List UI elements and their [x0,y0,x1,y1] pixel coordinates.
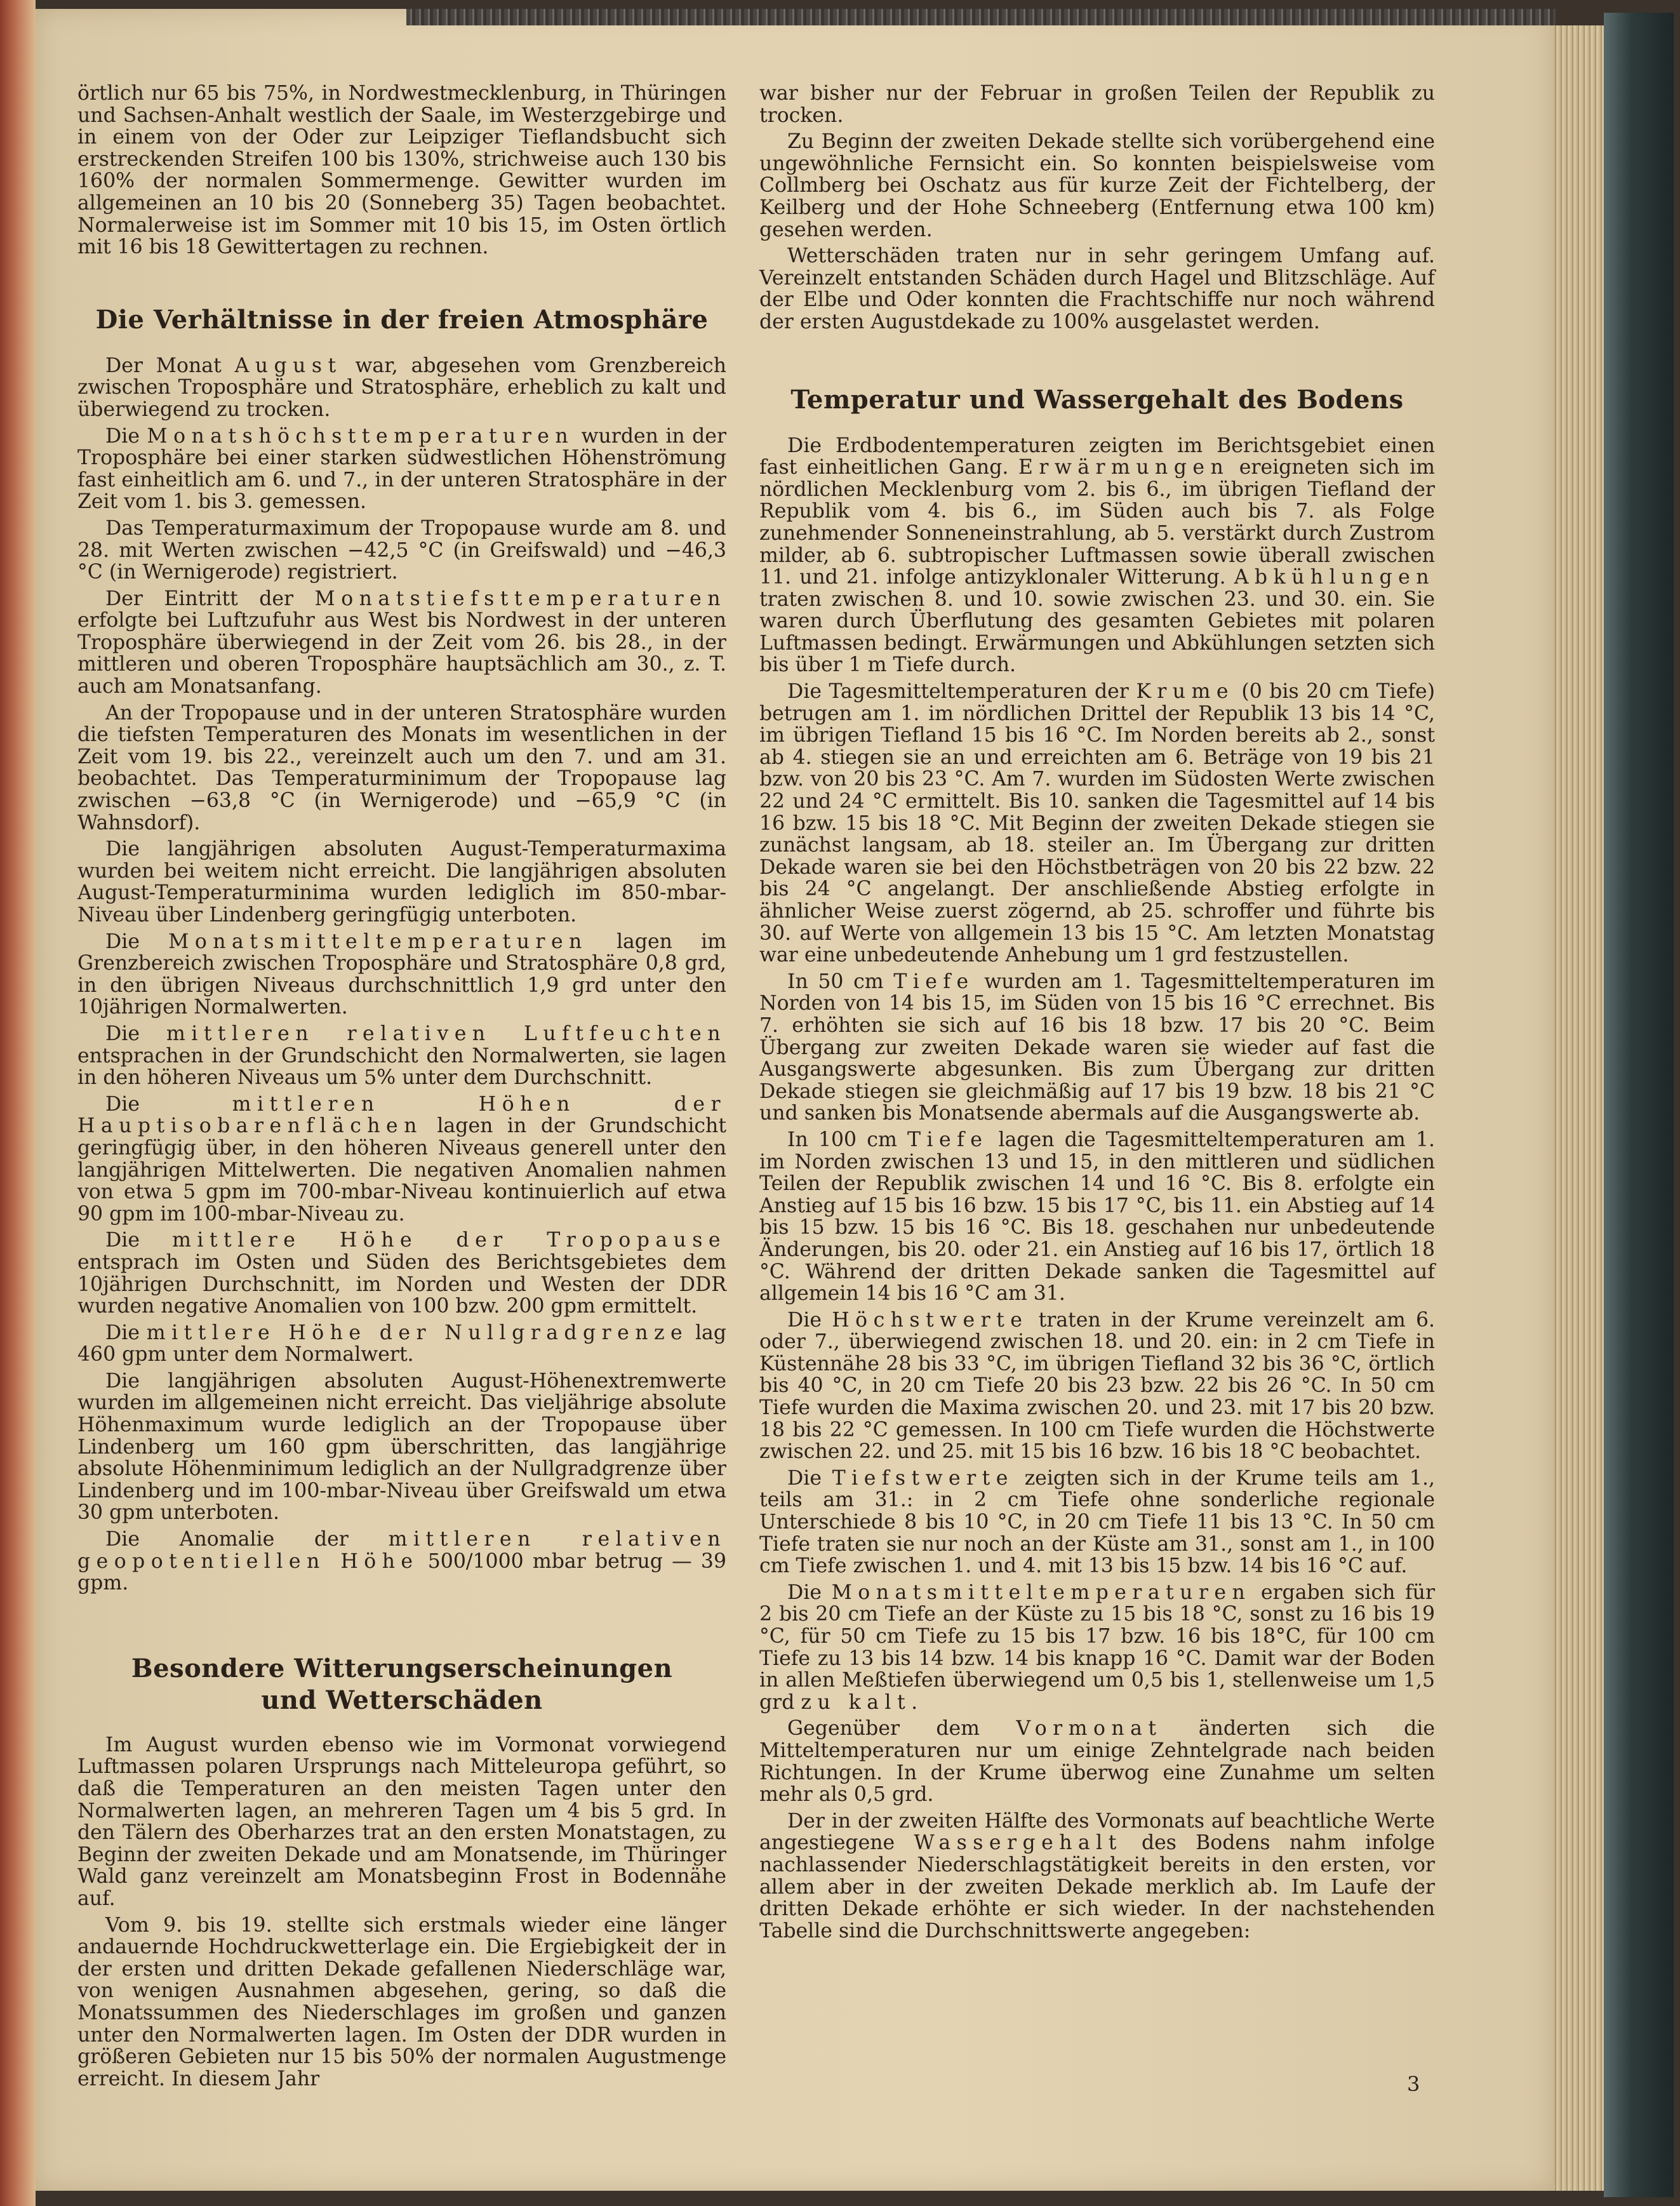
atmo-paragraph-2: Die Monatshöchsttemperaturen wurden in der Troposphäre bei einer starken südwestlichen Höhenströmung fast einheitlich am 6. und 7., in der unteren Stratosphäre in der Zeit vom 1. bis 3. gemessen. [77,424,726,514]
fore-edge-pages [1553,25,1604,2191]
heading-free-atmosphere: Die Verhältnisse in der freien Atmosphäre [95,304,709,335]
facing-page-edge [0,0,36,2206]
atmo-paragraph-8: Die mittleren relativen Luftfeuchten entsprachen in der Grundschicht den Normalwerten, sie lagen in den höheren Niveaus um 5% unter dem Durchschnitt. [77,1022,727,1090]
soil-paragraph-5: Die Höchstwerte traten in der Krume vereinzelt am 6. oder 7., überwiegend zwischen 18. und 20. ein: in 2 cm Tiefe in Küstennähe 28 bis 33 °C, im übrigen Tiefland 32 bis 36 °C, örtlich bis 40 °C, in 20 cm Tiefe 20 bis 23 bzw. 22 bis 26 °C. In 50 cm Tiefe wurden die Maxima zwischen 20. und 23. mit 17 bis 20 bzw. 18 bis 22 °C gemessen. In 100 cm Tiefe wurden die Höchstwerte zwischen 22. und 25. mit 15 bis 16 bzw. 16 bis 18 °C beobachtet. [759,1308,1436,1464]
atmo-paragraph-5: An der Tropopause und in der unteren Stratosphäre wurden die tiefsten Temperaturen des Monats im wesentlichen in der Zeit vom 19. bis 22., vereinzelt auch um den 7. und am 31. beobachtet. Das Temperaturminimum der Tropopause lag zwischen −63,8 °C (in Wernigerode) und −65,9 °C (in Wahnsdorf). [77,701,726,834]
soil-paragraph-6: Die Tiefstwerte zeigten sich in der Krume teils am 1., teils am 31.: in 2 cm Tiefe ohne sonderliche regionale Unterschiede 8 bis 10 °C, in 20 cm Tiefe 11 bis 13 °C. In 50 cm Tiefe traten sie nur noch an der Küste am 31., sonst am 1., in 100 cm Tiefe zwischen 1. und 4. mit 13 bis 15 bzw. 14 bis 16 °C auf. [759,1466,1435,1578]
atmo-paragraph-9: Die mittleren Höhen der Hauptisobarenflächen lagen in der Grundschicht geringfügig über, in den höheren Niveaus generell unter den langjährigen Mittelwerten. Die negativen Anomalien nahmen von etwa 5 gpm im 700-mbar-Niveau kontinuierlich auf etwa 90 gpm im 100-mbar-Niveau zu. [77,1092,726,1226]
atmo-paragraph-7: Die Monatsmitteltemperaturen lagen im Grenzbereich zwischen Troposphäre und Stratosphäre 0,8 grd, in den übrigen Niveaus durchschnittlich 1,9 grd unter den 10jährigen Normalwerten. [77,930,727,1019]
left-column [77,83,726,2090]
atmo-paragraph-12: Die langjährigen absoluten August-Höhenextremwerte wurden im allgemeinen nicht erreicht. Das vieljährige absolute Höhenmaximum wurde lediglich an der Tropopause über Lindenberg um 160 gpm überschritten, das langjährige absolute Höhenminimum lediglich an der Nullgradgrenze über Lindenberg und im 100-mbar-Niveau über Greifswald um etwa 30 gpm unterboten. [77,1369,726,1525]
atmo-paragraph-11: Die mittlere Höhe der Nullgradgrenze lag 460 gpm unter dem Normalwert. [77,1321,726,1367]
soil-paragraph-3: In 50 cm Tiefe wurden am 1. Tagesmitteltemperaturen im Norden von 14 bis 15, im Süden von 15 bis 16 °C errechnet. Bis 7. erhöhten sie sich auf 16 bis 18 bzw. 17 bis 20 °C. Beim Übergang zur zweiten Dekade waren sie wieder auf fast die Ausgangswerte abgesunken. Bis zum Übergang zur dritten Dekade stiegen sie gleichmäßig auf 17 bis 19 bzw. 18 bis 21 °C und sanken bis Monatsende abermals auf die Ausgangswerte ab. [759,970,1435,1125]
atmo-paragraph-6: Die langjährigen absoluten August-Temperaturmaxima wurden bei weitem nicht erreicht. Die langjährigen absoluten August-Temperaturminima wurden lediglich im 850-mbar-Niveau über Lindenberg geringfügig unterboten. [77,838,726,926]
damage-paragraph: Wetterschäden traten nur in sehr geringem Umfang auf. Vereinzelt entstanden Schäden durch Hagel und Blitzschläge. Auf der Elbe und Oder konnten die Frachtschiffe nur noch während der ersten Augustdekade zu 100% ausgelastet werden. [759,244,1435,333]
page-number: 3 [1407,2072,1420,2096]
continuation-paragraph: war bisher nur der Februar in großen Teilen der Republik zu trocken. [759,82,1435,127]
heading-soil-temperature: Temperatur und Wassergehalt des Bodens [790,384,1404,415]
heading-weather-phenomena: Besondere Witterungserscheinungen und Wetterschäden [131,1653,673,1715]
atmo-paragraph-1: Der Monat August war, abgesehen vom Grenzbereich zwischen Troposphäre und Stratosphäre, erheblich zu kalt und überwiegend zu trocken. [77,354,726,421]
bes-paragraph-2: Vom 9. bis 19. stellte sich erstmals wieder eine länger andauernde Hochdruckwetterlage ein. Die Ergiebigkeit der in der ersten und dritten Dekade gefallenen Niederschläge war, von wenigen Ausnahmen abgesehen, gering, so daß die Monatssummen des Niederschlages im großen und ganzen unter den Normalwerten lagen. Im Osten der DDR wurden in größeren Gebieten nur 15 bis 50% der normalen Augustmenge erreicht. In diesem Jahr [77,1913,726,2090]
intro-paragraph: örtlich nur 65 bis 75%, in Nordwestmecklenburg, in Thüringen und Sachsen-Anhalt westlich der Saale, im Westerzgebirge und in einem von der Oder zur Leipziger Tieflandsbucht sich erstreckenden Streifen 100 bis 130%, strichweise auch 130 bis 160% der normalen Sommermenge. Gewitter wurden im allgemeinen an 10 bis 20 (Sonneberg 35) Tagen beobachtet. Normalerweise ist im Sommer mit 10 bis 15, im Osten örtlich mit 16 bis 18 Gewittertagen zu rechnen. [77,82,726,259]
atmo-paragraph-3: Das Temperaturmaximum der Tropopause wurde am 8. und 28. mit Werten zwischen −42,5 °C (in Greifswald) und −46,3 °C (in Wernigerode) registriert. [77,516,726,584]
soil-paragraph-7: Die Monatsmitteltemperaturen ergaben sich für 2 bis 20 cm Tiefe an der Küste zu 15 bis 18 °C, sonst zu 16 bis 19 °C, für 50 cm Tiefe zu 15 bis 17 bzw. 16 bis 18°C, für 100 cm Tiefe zu 13 bis 14 bzw. 14 bis knapp 16 °C. Damit war der Boden in allen Meßtiefen überwiegend um 0,5 bis 1, stellenweise um 1,5 grd zu kalt. [759,1581,1435,1714]
soil-paragraph-2: Die Tagesmitteltemperaturen der Krume (0 bis 20 cm Tiefe) betrugen am 1. im nördlichen Drittel der Republik 13 bis 14 °C, im übrigen Tiefland 15 bis 16 °C. Im Norden bereits ab 2., sonst ab 4. stiegen sie an und erreichten am 6. Beträge von 19 bis 21 bzw. von 20 bis 23 °C. Am 7. wurden im Südosten Werte zwischen 22 und 24 °C ermittelt. Bis 10. sanken die Tagesmittel auf 14 bis 16 bzw. 15 bis 18 °C. Mit Beginn der zweiten Dekade stiegen sie zunächst langsam, ab 18. steiler an. Im Übergang zur dritten Dekade waren sie bei den Höchstbeträgen von 20 bis 22 bzw. 22 bis 24 °C angelangt. Der anschließende Abstieg erfolgte in ähnlicher Weise zuerst zögernd, ab 25. schroffer und führte bis 30. auf Werte von allgemein 13 bis 15 °C. Am letzten Monatstag war eine unbedeutende Anhebung um 1 grd festzustellen. [759,680,1435,967]
atmo-paragraph-10: Die mittlere Höhe der Tropopause entsprach im Osten und Süden des Berichtsgebietes dem 10jährigen Durchschnitt, im Norden und Westen der DDR wurden negative Anomalien von 100 bzw. 200 gpm ermittelt. [77,1229,727,1318]
atmo-paragraph-4: Der Eintritt der Monatstiefsttemperaturen erfolgte bei Luftzufuhr aus West bis Nordwest in der unteren Troposphäre überwiegend in der Zeit vom 26. bis 28., in der mittleren und oberen Troposphäre hauptsächlich am 30., z. T. auch am Monatsanfang. [77,587,726,699]
right-column [759,83,1435,1942]
book-binding [1604,13,1674,2197]
soil-paragraph-9: Der in der zweiten Hälfte des Vormonats auf beachtliche Werte angestiegene Wassergehalt des Bodens nahm infolge nachlassender Niederschlagstätigkeit bereits in den ersten, vor allem aber in der zweiten Dekade merklich ab. Im Laufe der dritten Dekade erhöhte er sich wieder. In der nachstehenden Tabelle sind die Durchschnittswerte angegeben: [759,1809,1435,1942]
atmo-paragraph-13: Die Anomalie der mittleren relativen geopotentiellen Höhe 500/1000 mbar betrug — 39 gpm. [77,1528,726,1595]
soil-paragraph-8: Gegenüber dem Vormonat änderten sich die Mitteltemperaturen nur um einige Zehntelgrade nach beiden Richtungen. In der Krume überwog eine Zunahme um selten mehr als 0,5 grd. [759,1717,1435,1807]
soil-paragraph-1: Die Erdbodentemperaturen zeigten im Berichtsgebiet einen fast einheitlichen Gang. Erwärmungen ereigneten sich im nördlichen Mecklenburg vom 2. bis 6., im übrigen Tiefland der Republik vom 4. bis 6., im Süden auch bis 7. als Folge zunehmender Sonneneinstrahlung, ab 5. verstärkt durch Zustrom milder, ab 6. subtropischer Luftmassen sowie überall zwischen 11. und 21. infolge antizyklonaler Witterung. Abkühlungen traten zwischen 8. und 10. sowie zwischen 23. und 30. ein. Sie waren durch Überflutung des gesamten Gebietes mit polaren Luftmassen bedingt. Erwärmungen und Abkühlungen setzten sich bis über 1 m Tiefe durch. [759,434,1435,677]
bes-paragraph-1: Im August wurden ebenso wie im Vormonat vorwiegend Luftmassen polaren Ursprungs nach Mitteleuropa geführt, so daß die Temperaturen an den meisten Tagen unter den Normalwerten lagen, an mehreren Tagen um 4 bis 5 grd. In den Tälern des Oberharzes trat an den ersten Monatstagen, zu Beginn der zweiten Dekade und am Monatsende, im Thüringer Wald ganz vereinzelt am Monatsbeginn Frost in Bodennähe auf. [77,1733,726,1910]
top-page-edge [406,9,1556,25]
soil-paragraph-4: In 100 cm Tiefe lagen die Tagesmitteltemperaturen am 1. im Norden zwischen 13 und 15, in den mittleren und südlichen Teilen der Republik zwischen 14 und 16 °C. Bis 8. erfolgte ein Anstieg auf 15 bis 16 bzw. 15 bis 17 °C, bis 11. ein Abstieg auf 14 bis 15 bzw. 15 bis 16 °C. Bis 18. geschahen nur unbedeutende Änderungen, bis 20. oder 21. ein Anstieg auf 16 bis 17, örtlich 18 °C. Während der dritten Dekade sanken die Tagesmittel auf allgemein 14 bis 16 °C am 31. [759,1128,1436,1306]
visibility-paragraph: Zu Beginn der zweiten Dekade stellte sich vorübergehend eine ungewöhnliche Fernsicht ein. So konnten beispielsweise vom Collmberg bei Oschatz aus für kurze Zeit der Fichtelberg, der Keilberg und der Hohe Schneeberg (Entfernung etwa 100 km) gesehen werden. [759,130,1435,241]
